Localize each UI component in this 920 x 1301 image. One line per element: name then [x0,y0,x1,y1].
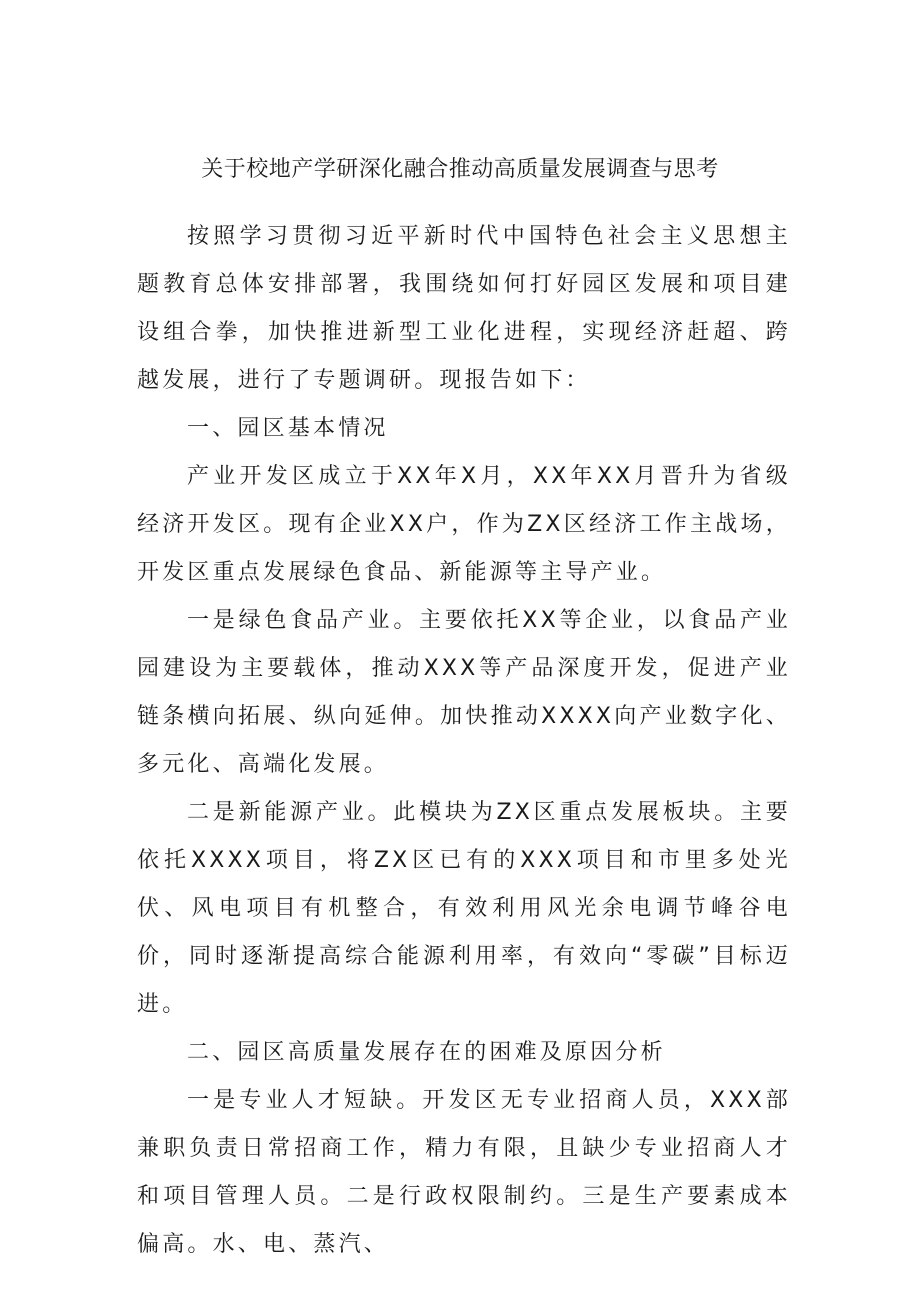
section-2-paragraph-1: 一是专业人才短缺。开发区无专业招商人员，XXX部兼职负责日常招商工作，精力有限，且缺少专业招商人才和项目管理人员。二是行政权限制约。三是生产要素成本偏高。水、电、蒸汽、 [137,1088,791,1257]
document-body [137,213,791,1269]
section-1-heading: 一、园区基本情况 [187,416,389,441]
section-1-paragraph-3: 二是新能源产业。此模块为ZX区重点发展板块。主要依托XXXX项目，将ZX区已有的XXX项目和市里多处光伏、风电项目有机整合，有效利用风光余电调节峰谷电价，同时逐渐提高综合能源利用率，有效向“零碳”目标迈进。 [137,800,791,1017]
section-1-paragraph-2: 一是绿色食品产业。主要依托XX等企业，以食品产业园建设为主要载体，推动XXX等产品深度开发，促进产业链条横向拓展、纵向延伸。加快推动XXXX向产业数字化、多元化、高端化发展。 [137,608,791,777]
section-1-paragraph-1: 产业开发区成立于XX年X月，XX年XX月晋升为省级经济开发区。现有企业XX户，作为ZX区经济工作主战场，开发区重点发展绿色食品、新能源等主导产业。 [137,464,791,585]
section-2-heading: 二、园区高质量发展存在的困难及原因分析 [187,1040,666,1065]
intro-paragraph: 按照学习贯彻习近平新时代中国特色社会主义思想主题教育总体安排部署，我围绕如何打好园区发展和项目建设组合拳，加快推进新型工业化进程，实现经济赶超、跨越发展，进行了专题调研。现报告如下： [137,224,791,393]
document-title: 关于校地产学研深化融合推动高质量发展调查与思考 [201,157,719,182]
